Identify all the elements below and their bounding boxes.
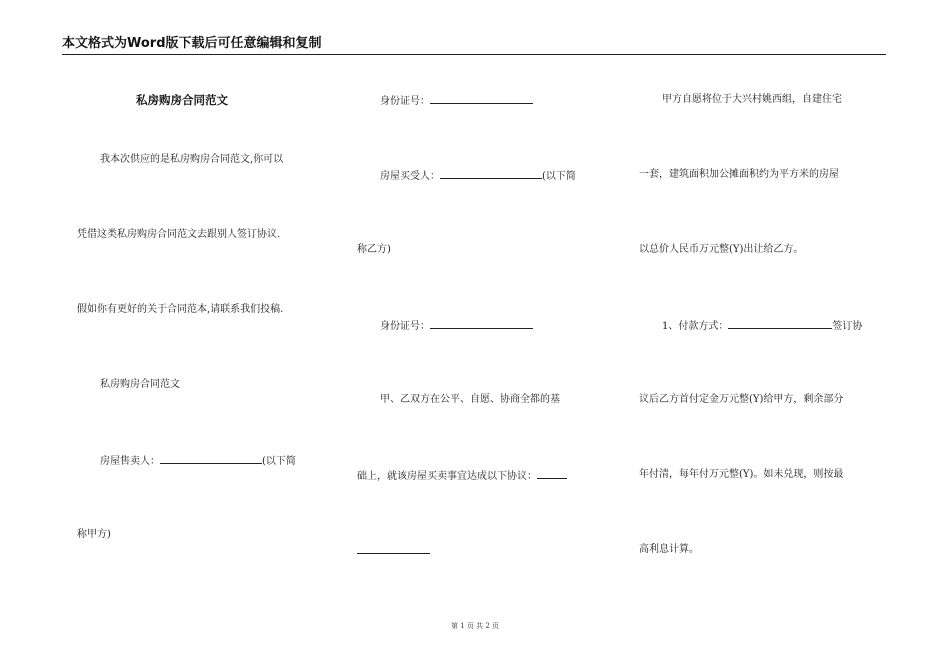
agreement-line-2 xyxy=(357,469,567,483)
id-label-1: 身份证号： xyxy=(380,96,430,107)
intro-line-1: 我本次供应的是私房购房合同范文,你可以 xyxy=(100,154,284,165)
seller-label: 房屋售卖人： xyxy=(100,456,160,467)
agreement-line-1: 甲、乙双方在公平、自愿、协商全都的基 xyxy=(380,394,560,405)
payment-line xyxy=(662,319,862,333)
payment-suffix: 签订协 xyxy=(832,321,863,332)
agreement-blank-line xyxy=(357,544,430,558)
id-number-line-2 xyxy=(380,319,533,333)
agreement-blank xyxy=(537,469,567,479)
buyer-suffix: (以下简 xyxy=(542,171,576,182)
terms-line-3: 以总价人民币万元整(Y)出让给乙方。 xyxy=(639,244,804,255)
buyer-line xyxy=(380,169,576,183)
terms-line-2: 一套，建筑面积加公摊面积约为平方米的房屋 xyxy=(639,169,839,180)
buyer-line-2: 称乙方) xyxy=(357,244,391,255)
seller-suffix: (以下简 xyxy=(262,456,296,467)
seller-name-blank xyxy=(160,454,262,464)
terms-line-1: 甲方自愿将位于大兴村姚西组，自建住宅 xyxy=(662,94,842,105)
payment-blank xyxy=(728,319,832,329)
id-blank-1 xyxy=(430,94,533,104)
agreement-text: 础上，就该房屋买卖事宜达成以下协议： xyxy=(357,471,537,482)
terms-line-5: 议后乙方首付定金万元整(Y)给甲方，剩余部分 xyxy=(639,394,844,405)
subtitle: 私房购房合同范文 xyxy=(100,379,180,390)
page-footer: 第 1 页 共 2 页 xyxy=(450,622,500,630)
payment-label: 1、付款方式： xyxy=(662,321,729,332)
id-label-2: 身份证号： xyxy=(380,321,430,332)
seller-line-2: 称甲方) xyxy=(77,529,111,540)
page-header xyxy=(62,36,886,55)
document-title: 私房购房合同范文 xyxy=(136,93,228,107)
terms-line-7: 高利息计算。 xyxy=(639,544,699,555)
header-text: 本文格式为Word版下载后可任意编辑和复制 xyxy=(62,36,322,51)
intro-line-3: 假如你有更好的关于合同范本,请联系我们投稿. xyxy=(77,304,284,315)
intro-line-2: 凭借这类私房购房合同范文去跟别人签订协议. xyxy=(77,229,281,240)
buyer-label: 房屋买受人： xyxy=(380,171,440,182)
buyer-name-blank xyxy=(440,169,542,179)
seller-line xyxy=(100,454,296,468)
id-blank-2 xyxy=(430,319,533,329)
id-number-line-1 xyxy=(380,94,533,108)
terms-line-6: 年付清，每年付万元整(Y)。如未兑现，则按最 xyxy=(639,469,844,480)
agreement-blank-2 xyxy=(357,544,430,554)
